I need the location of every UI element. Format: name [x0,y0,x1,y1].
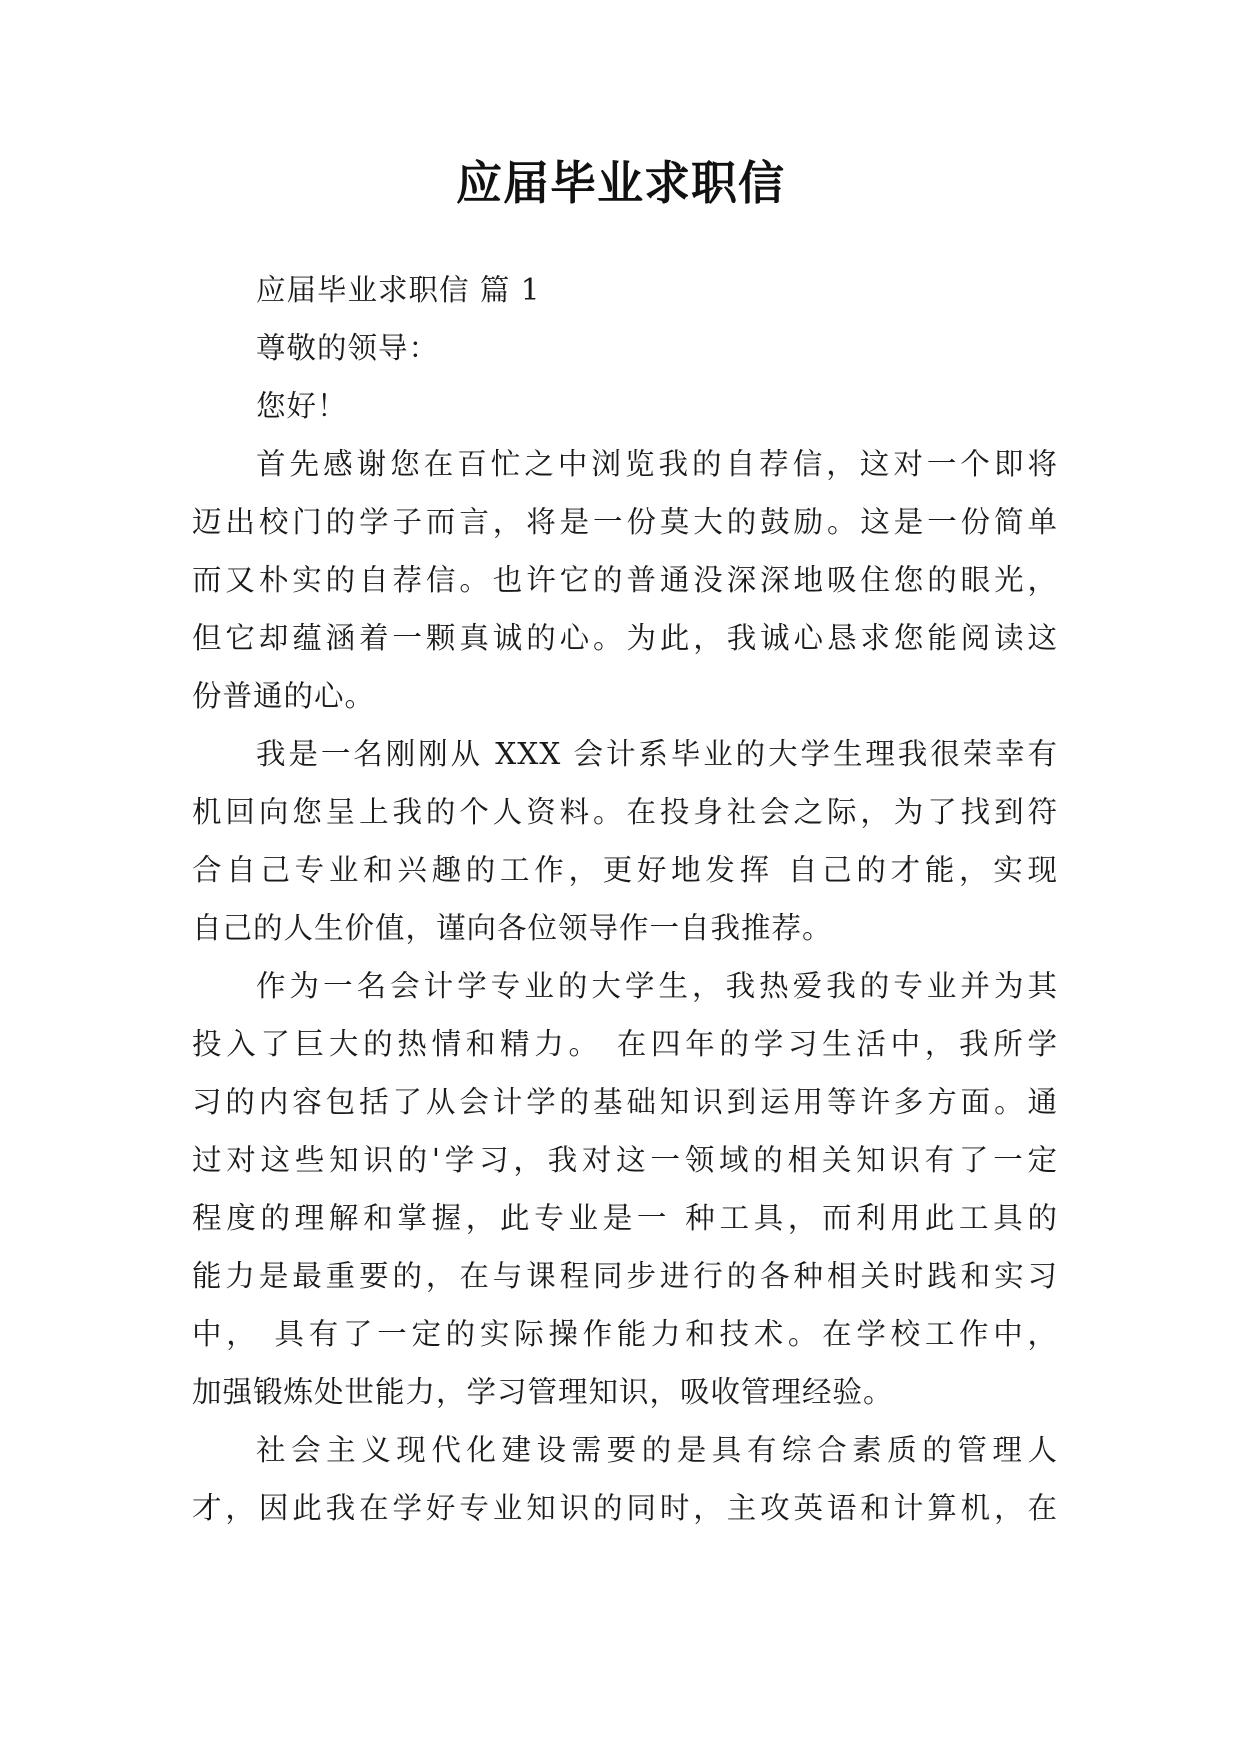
body-line: 过对这些知识的'学习，我对这一领域的相关知识有了一定 [192,1143,1058,1177]
body-line: 机回向您呈上我的个人资料。在投身社会之际，为了找到符 [192,795,1058,829]
body-line: 习的内容包括了从会计学的基础知识到运用等许多方面。通 [192,1085,1058,1119]
body-line: 中， 具有了一定的实际操作能力和技术。在学校工作中， [192,1317,1058,1351]
document-title: 应届毕业求职信 [456,156,785,210]
body-line: 份普通的心。 [192,679,376,713]
body-line: 社会主义现代化建设需要的是具有综合素质的管理人 [256,1433,1058,1467]
body-line: 首先感谢您在百忙之中浏览我的自荐信，这对一个即将 [256,447,1058,481]
body-line: 能力是最重要的，在与课程同步进行的各种相关时践和实习 [192,1259,1058,1293]
body-line: 而又朴实的自荐信。也许它的普通没深深地吸住您的眼光， [192,563,1058,597]
body-line: 我是一名刚刚从 XXX 会计系毕业的大学生理我很荣幸有 [256,737,1058,771]
body-line: 但它却蕴涵着一颗真诚的心。为此，我诚心恳求您能阅读这 [192,621,1058,655]
body-line: 合自己专业和兴趣的工作，更好地发挥 自己的才能，实现 [192,853,1058,887]
document-body [192,261,1058,1537]
body-line: 投入了巨大的热情和精力。 在四年的学习生活中，我所学 [192,1027,1058,1061]
body-line: 迈出校门的学子而言，将是一份莫大的鼓励。这是一份简单 [192,505,1058,539]
body-line: 才，因此我在学好专业知识的同时，主攻英语和计算机，在 [192,1491,1058,1525]
body-line: 尊敬的领导： [256,331,440,365]
body-line: 加强锻炼处世能力，学习管理知识，吸收管理经验。 [192,1375,894,1409]
body-line: 自己的人生价值，谨向各位领导作一自我推荐。 [192,911,833,945]
body-line: 您好！ [256,389,348,423]
body-line: 作为一名会计学专业的大学生，我热爱我的专业并为其 [256,969,1058,1003]
body-line: 程度的理解和掌握，此专业是一 种工具，而利用此工具的 [192,1201,1058,1235]
body-line: 应届毕业求职信 篇 1 [256,273,541,307]
